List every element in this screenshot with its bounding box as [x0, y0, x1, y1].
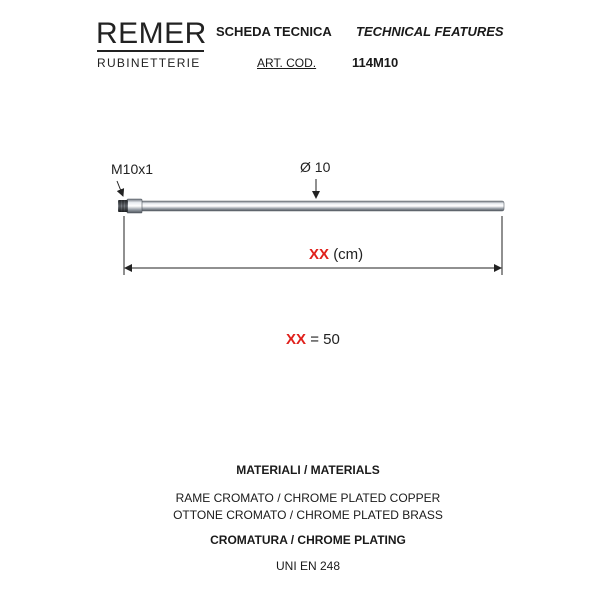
- length-value: [286, 331, 340, 348]
- thread-label: M10x1: [111, 161, 154, 177]
- plating-heading: CROMATURA / CHROME PLATING: [210, 533, 406, 547]
- diameter-label: Ø 10: [300, 159, 331, 175]
- pipe-fitting-nut: [127, 199, 142, 213]
- length-number: 50: [323, 331, 340, 348]
- material-item: OTTONE CROMATO / CHROME PLATED BRASS: [173, 508, 443, 522]
- materials-heading: MATERIALI / MATERIALS: [236, 463, 380, 477]
- length-variable: XX: [286, 331, 307, 348]
- pipe-rod: [140, 201, 504, 211]
- article-code-label: ART. COD.: [257, 56, 317, 70]
- title-italian: SCHEDA TECNICA: [216, 24, 332, 39]
- dimension-label: [309, 246, 363, 263]
- logo-subtitle: RUBINETTERIE: [97, 56, 201, 70]
- title-english: TECHNICAL FEATURES: [356, 24, 504, 39]
- standard-reference: UNI EN 248: [275, 559, 341, 573]
- thread-arrow: [117, 181, 123, 196]
- article-code-value: 114M10: [352, 55, 399, 70]
- equals-sign: =: [310, 331, 319, 348]
- material-item: RAME CROMATO / CHROME PLATED COPPER: [175, 491, 441, 505]
- dimension-unit: (cm): [333, 246, 364, 263]
- dimension-variable: XX: [309, 246, 330, 263]
- logo-brand: REMER: [96, 17, 207, 50]
